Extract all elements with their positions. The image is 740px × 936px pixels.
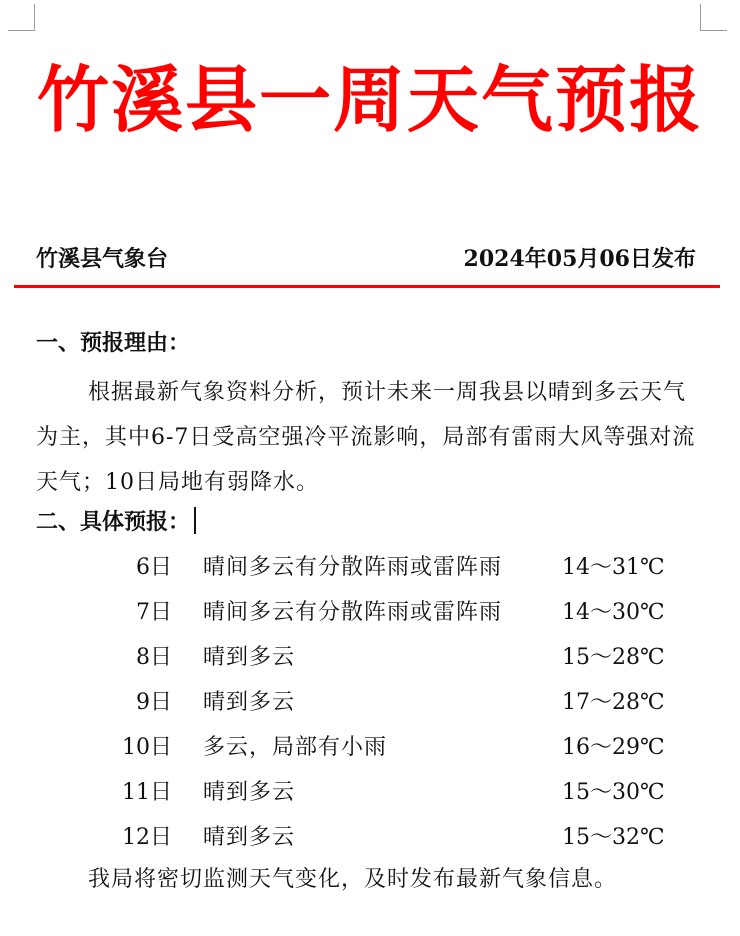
forecast-temperature: 14～30℃	[562, 600, 665, 625]
page-corner-mark-left	[8, 4, 35, 31]
closing-statement: 我局将密切监测天气变化，及时发布最新气象信息。	[88, 867, 618, 892]
reason-paragraph[interactable]: 根据最新气象资料分析，预计未来一周我县以晴到多云天气为主，其中6-7日受高空强冷平流影响，局部有雷雨大风等强对流天气；10日局地有弱降水。	[36, 380, 696, 495]
forecast-weather: 晴到多云	[203, 825, 296, 850]
forecast-weather: 晴间多云有分散阵雨或雷阵雨	[203, 600, 503, 625]
forecast-row	[0, 545, 740, 590]
forecast-weather: 晴到多云	[203, 645, 296, 670]
issuer-name: 竹溪县气象台	[36, 246, 169, 272]
forecast-weather: 晴到多云	[203, 780, 296, 805]
forecast-row	[0, 725, 740, 770]
page-corner-mark-right	[700, 4, 727, 31]
section-heading-forecast	[36, 506, 196, 538]
forecast-temperature: 15～28℃	[562, 645, 665, 670]
forecast-day: 12日	[122, 825, 172, 850]
forecast-day: 6日	[136, 555, 172, 580]
issue-date: 2024年05月06日发布	[463, 246, 696, 272]
text-cursor	[194, 507, 196, 534]
forecast-table	[0, 545, 740, 860]
document-title: 竹溪县一周天气预报	[36, 58, 703, 142]
forecast-row	[0, 635, 740, 680]
forecast-weather: 晴间多云有分散阵雨或雷阵雨	[203, 555, 503, 580]
forecast-temperature: 15～30℃	[562, 780, 665, 805]
forecast-temperature: 15～32℃	[562, 825, 665, 850]
forecast-weather: 晴到多云	[203, 690, 296, 715]
forecast-temperature: 14～31℃	[562, 555, 665, 580]
forecast-day: 7日	[136, 600, 172, 625]
forecast-weather: 多云，局部有小雨	[203, 735, 388, 760]
section-heading-reason: 一、预报理由：	[36, 330, 191, 356]
forecast-temperature: 16～29℃	[562, 735, 665, 760]
header-divider	[14, 285, 720, 288]
forecast-row	[0, 770, 740, 815]
forecast-day: 11日	[122, 780, 172, 805]
forecast-row	[0, 590, 740, 635]
forecast-temperature: 17～28℃	[562, 690, 665, 715]
forecast-day: 10日	[122, 735, 172, 760]
section-heading-forecast-label: 二、具体预报：	[36, 509, 191, 535]
forecast-day: 8日	[136, 645, 172, 670]
forecast-row	[0, 680, 740, 725]
forecast-day: 9日	[136, 690, 172, 715]
forecast-row	[0, 815, 740, 860]
